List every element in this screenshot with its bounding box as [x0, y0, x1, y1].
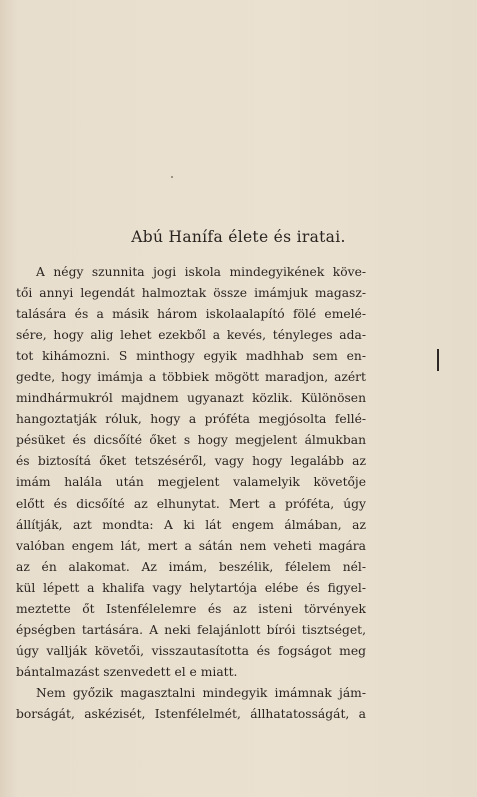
text-line: épségben tartására. A neki felajánlott bírói tisztséget,	[16, 622, 366, 637]
text-line: Nem győzik magasztalni mindegyik imámnak jám-	[36, 685, 366, 700]
text-line: borságát, askézisét, Istenfélelmét, állhatatosságát, a	[16, 706, 366, 721]
body-text	[16, 262, 366, 725]
text-line: valóban engem lát, mert a sátán nem veheti magára	[16, 538, 366, 553]
text-line: állítják, azt mondta: A ki lát engem álmában, az	[16, 517, 366, 532]
text-line: úgy vallják követői, visszautasította és fogságot meg	[16, 643, 366, 658]
text-line: sére, hogy alig lehet ezekből a kevés, tényleges ada-	[16, 328, 366, 343]
text-line: bántalmazást szenvedett el e miatt.	[16, 664, 238, 679]
text-line: pésüket és dicsőíté őket s hogy megjelent álmukban	[16, 433, 366, 448]
text-line: talására és a másik három iskolaalapító fölé emelé-	[16, 307, 366, 322]
text-line: előtt és dicsőíté az elhunytat. Mert a próféta, úgy	[16, 496, 366, 511]
text-line: meztette őt Istenfélelemre és az isteni törvények	[16, 601, 366, 616]
text-line: gedte, hogy imámja a többiek mögött maradjon, azért	[16, 370, 366, 385]
text-line: hangoztatják róluk, hogy a próféta megjósolta fellé-	[16, 412, 366, 427]
text-line: mindhármukról majdnem ugyanazt közlik. Különösen	[16, 391, 366, 406]
margin-mark	[437, 349, 439, 371]
text-line: A négy szunnita jogi iskola mindegyikének köve-	[36, 265, 366, 279]
text-line: tői annyi legendát halmoztak össze imámjuk magasz-	[16, 286, 366, 301]
text-line: imám halála után megjelent valamelyik követője	[16, 475, 366, 490]
text-line: és biztosítá őket tetszéséről, vagy hogy legalább az	[16, 454, 366, 469]
text-line: az én alakomat. Az imám, beszélik, félelem nél-	[16, 559, 366, 574]
paper-speck	[171, 176, 173, 178]
text-line: kül lépett a khalifa vagy helytartója elébe és figyel-	[16, 580, 366, 595]
chapter-title: Abú Hanífa élete és iratai.	[131, 228, 346, 246]
text-line: tot kihámozni. S minthogy egyik madhhab sem en-	[16, 349, 366, 364]
